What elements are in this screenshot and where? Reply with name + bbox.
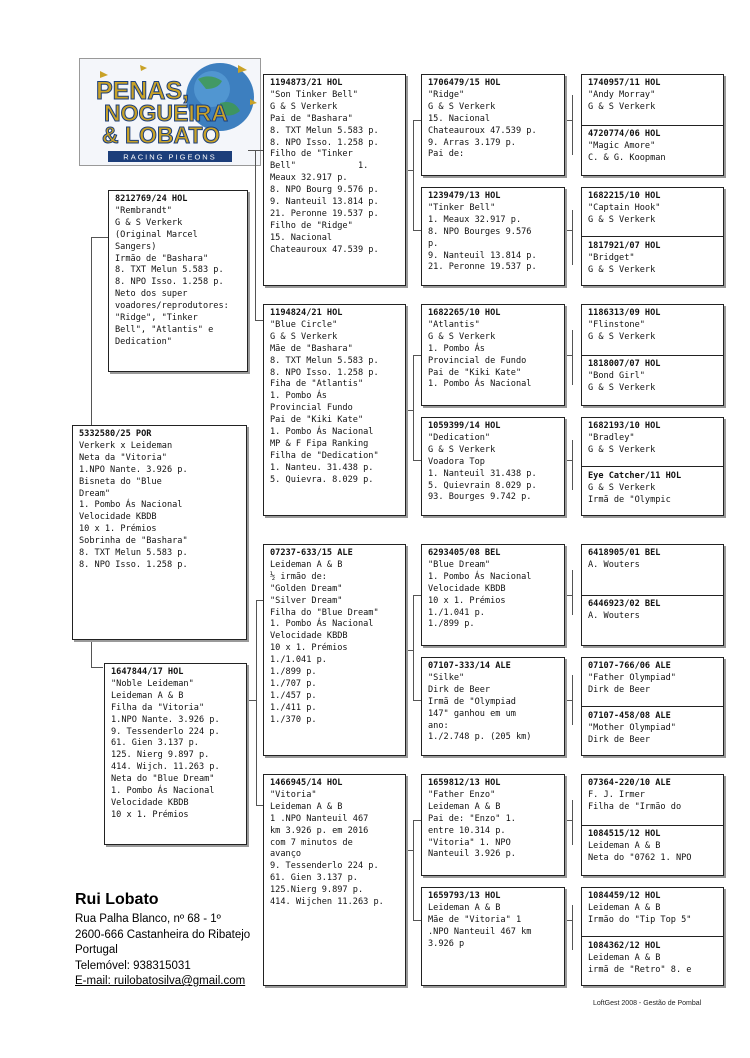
gen4-card (421, 417, 565, 516)
contact-phone: Telemóvel: 938315031 (75, 959, 191, 972)
subject-line: 8. TXT Melun 5.583 p. (79, 548, 188, 559)
card-line: 9. Nanteuil 13.814 p. (270, 197, 379, 208)
card-line: Pai de: "Enzo" 1. (428, 813, 516, 824)
connector (572, 330, 573, 385)
card-divider (582, 236, 723, 237)
contact-name: Rui Lobato (75, 891, 159, 908)
card-line: "Silke" (428, 672, 465, 683)
card-line: 1./2.748 p. (205 km) (428, 732, 532, 743)
card-line: 1. Pombo Ás Nacional (428, 571, 532, 582)
card-line: Chateauroux 47.539 p. (428, 125, 537, 136)
connector (565, 700, 572, 701)
card-line: 1./370 p. (270, 714, 317, 725)
card-line: G & S Verkerk (588, 331, 656, 342)
connector (256, 600, 263, 601)
card-ring: 6446923/02 BEL (588, 598, 661, 609)
dam-line: "Noble Leideman" (111, 678, 194, 689)
card-line: 1. Meaux 32.917 p. (428, 214, 522, 225)
card-line: Meaux 32.917 p. (270, 173, 348, 184)
card-line: 9. Nanteuil 13.814 p. (428, 250, 537, 261)
card-line: 414. Wijchen 11.263 p. (270, 897, 384, 908)
sire-line: G & S Verkerk (115, 217, 183, 228)
subject-line: Bisneta do "Blue (79, 476, 162, 487)
card-line: G & S Verkerk (428, 331, 496, 342)
card-line: 1. Pombo Ás Nacional (270, 619, 374, 630)
card-ring: 1706479/15 HOL (428, 78, 501, 88)
card-line: 1. Pombo Ás (428, 343, 485, 354)
card-line: Leideman A & B (588, 840, 661, 851)
card-line: "Magic Amore" (588, 140, 656, 151)
sire-line: Irmão de "Bashara" (115, 253, 209, 264)
card-line: 1 .NPO Nanteuil 467 (270, 813, 369, 824)
sire-line: 8. NPO Isso. 1.258 p. (115, 277, 224, 288)
footer-credit: LoftGest 2008 - Gestão de Pombal (593, 1000, 702, 1007)
card-ring: 6293405/08 BEL (428, 548, 501, 558)
logo-line-1: PENAS, (96, 77, 190, 105)
breeder-logo (79, 58, 261, 166)
card-line: C. & G. Koopman (588, 152, 666, 163)
dam-line: Neta do "Blue Dream" (111, 774, 215, 785)
card-line: 1. Pombo Ás (270, 391, 327, 402)
card-ring: 07107-333/14 ALE (428, 661, 511, 671)
card-line: "Bradley" (588, 432, 635, 443)
card-ring: 1682193/10 HOL (588, 421, 661, 431)
logo-line-3: & LOBATO (102, 122, 220, 148)
card-line: Filho de "Tinker (270, 149, 353, 160)
card-line: 1./411 p. (270, 702, 317, 713)
connector (565, 920, 572, 921)
connector (247, 700, 256, 701)
card-line: ½ irmão de: (270, 571, 327, 582)
card-line: 8. TXT Melun 5.583 p. (270, 355, 379, 366)
subject-line: 10 x 1. Prémios (79, 524, 157, 535)
card-line: "Blue Circle" (270, 319, 338, 330)
card-ring: 07107-766/06 ALE (588, 661, 671, 671)
sire-line: Bell", "Atlantis" e (115, 324, 214, 335)
card-ring: 6418905/01 BEL (588, 548, 661, 558)
connector (413, 595, 414, 700)
card-ring: 1817921/07 HOL (588, 240, 661, 251)
card-line: Chateauroux 47.539 p. (270, 244, 379, 255)
gen4-card (421, 887, 565, 986)
sire-line: Dedication" (115, 336, 172, 347)
granddam-maternal-card (263, 774, 406, 986)
card-line: 15. Nacional (428, 113, 491, 124)
sire-line: "Rembrandt" (115, 205, 172, 216)
subject-line: Dream" (79, 488, 111, 499)
card-line: Pai de: (428, 149, 465, 160)
dam-line: Leideman A & B (111, 690, 184, 701)
card-line: Leideman A & B (588, 952, 661, 963)
card-ring: 1818007/07 HOL (588, 358, 661, 369)
card-ring: 1194824/21 HOL (270, 308, 343, 318)
connector (572, 675, 573, 725)
card-divider (582, 706, 723, 707)
card-line: 1. Pombo Ás Nacional (428, 379, 532, 390)
card-line: 93. Bourges 9.742 p. (428, 492, 532, 503)
card-line: 8. NPO Bourg 9.576 p. (270, 185, 379, 196)
card-ring: 07107-458/08 ALE (588, 710, 671, 721)
card-line: "Ridge" (428, 89, 465, 100)
gen4-card (421, 74, 565, 176)
card-line: Velocidade KBDB (270, 631, 348, 642)
card-line: 1. Pombo Ás Nacional (270, 427, 374, 438)
card-line: Fiha de "Atlantis" (270, 379, 364, 390)
connector (565, 120, 572, 121)
logo-tagline: RACING PIGEONS (123, 152, 217, 162)
card-ring: 07364-220/10 ALE (588, 778, 671, 788)
card-line: Mãe de "Bashara" (270, 343, 353, 354)
connector (572, 95, 573, 155)
granddam-paternal-card (263, 304, 406, 516)
connector (565, 460, 572, 461)
sire-card (108, 190, 248, 372)
card-line: "Blue Dream" (428, 559, 491, 570)
subject-ring: 5332580/25 POR (79, 429, 152, 439)
connector (413, 700, 421, 701)
card-line: "Golden Dream" (270, 583, 343, 594)
card-line: Mãe de "Vitoria" 1 (428, 914, 522, 925)
connector (413, 120, 414, 230)
connector (565, 820, 572, 821)
connector (572, 440, 573, 490)
dam-line: 125. Nierg 9.897 p. (111, 750, 210, 761)
card-line: 1./707 p. (270, 678, 317, 689)
sire-line: Neto dos super (115, 289, 188, 300)
card-line: 9. Arras 3.179 p. (428, 137, 516, 148)
card-line: Pai de "Kiki Kate" (270, 415, 364, 426)
card-ring: 1084362/12 HOL (588, 940, 661, 951)
card-line: Velocidade KBDB (428, 583, 506, 594)
connector (413, 820, 421, 821)
card-line: Dirk de Beer (588, 734, 651, 745)
card-line: km 3.926 p. em 2016 (270, 825, 369, 836)
card-line: 1./1.041 p. (270, 655, 327, 666)
sire-ring: 8212769/24 HOL (115, 194, 188, 204)
card-line: "Bridget" (588, 252, 635, 263)
card-line: p. (428, 238, 439, 249)
connector (413, 595, 421, 596)
gen4-card (421, 657, 565, 756)
card-line: G & S Verkerk (588, 444, 656, 455)
card-line: Leideman A & B (428, 801, 501, 812)
connector (572, 210, 573, 265)
subject-line: Velocidade KBDB (79, 512, 157, 523)
connector (256, 805, 263, 806)
subject-line: 8. NPO Isso. 1.258 p. (79, 559, 188, 570)
connector (413, 820, 414, 920)
card-line: 10 x 1. Prémios (428, 595, 506, 606)
card-line: A. Wouters (588, 559, 640, 570)
card-line: "Atlantis" (428, 319, 480, 330)
card-divider (582, 825, 723, 826)
card-ring: 1059399/14 HOL (428, 421, 501, 431)
card-line: "Captain Hook" (588, 202, 661, 213)
dam-line: Filha da "Vitoria" (111, 702, 205, 713)
connector (565, 355, 572, 356)
card-line: 21. Peronne 19.537 p. (270, 208, 379, 219)
sire-line: Sangers) (115, 241, 157, 252)
logo-graphic (80, 59, 260, 165)
gen5-pair-card (581, 417, 724, 516)
card-line: Voadora Top (428, 456, 485, 467)
card-line: 3.926 p (428, 938, 465, 949)
card-line: 21. Peronne 19.537 p. (428, 262, 537, 273)
sire-line: voadores/reprodutores: (115, 301, 229, 312)
card-line: G & S Verkerk (270, 101, 338, 112)
card-line: Leideman A & B (270, 801, 343, 812)
contact-email-link[interactable]: E-mail: ruilobatosilva@gmail.com (75, 975, 246, 987)
contact-country: Portugal (75, 944, 118, 956)
connector (91, 667, 103, 668)
card-line: 10 x 1. Prémios (270, 643, 348, 654)
card-line: "Son Tinker Bell" (270, 89, 358, 100)
card-line: "Andy Morray" (588, 89, 656, 100)
connector (413, 920, 421, 921)
sire-line: "Ridge", "Tinker (115, 313, 198, 324)
card-line: Provincial de Fundo (428, 355, 527, 366)
connector (91, 237, 108, 238)
card-line: "Vitoria" 1. NPO (428, 837, 511, 848)
card-line: 5. Quievrain 8.029 p. (428, 480, 537, 491)
card-ring: 1084515/12 HOL (588, 828, 661, 839)
card-line: Leideman A & B (428, 902, 501, 913)
subject-line: 1.NPO Nante. 3.926 p. (79, 464, 188, 475)
sire-line: (Original Marcel (115, 229, 198, 240)
card-divider (582, 595, 723, 596)
dam-line: Velocidade KBDB (111, 797, 189, 808)
card-line: G & S Verkerk (428, 444, 496, 455)
connector (406, 170, 413, 171)
card-line: Filha de "Dedication" (270, 450, 379, 461)
dam-line: 1. Pombo Ás Nacional (111, 786, 215, 797)
gen5-pair-card (581, 887, 724, 986)
gen5-pair-card (581, 304, 724, 406)
card-line: 1./899 p. (270, 667, 317, 678)
card-line: G & S Verkerk (428, 101, 496, 112)
card-line: G & S Verkerk (588, 264, 656, 275)
card-line: Dirk de Beer (428, 684, 491, 695)
connector (256, 600, 257, 805)
card-line: Pai de "Bashara" (270, 113, 353, 124)
card-ring: 1682215/10 HOL (588, 191, 661, 201)
card-line: 1./457 p. (270, 690, 317, 701)
card-line: 125.Nierg 9.897 p. (270, 885, 364, 896)
card-ring: 1659812/13 HOL (428, 778, 501, 788)
card-line: MP & F Fipa Ranking (270, 438, 369, 449)
card-divider (582, 466, 723, 467)
card-line: G & S Verkerk (588, 382, 656, 393)
card-line: 147" ganhou em um (428, 708, 516, 719)
connector (413, 460, 421, 461)
dam-ring: 1647844/17 HOL (111, 667, 184, 677)
card-ring: 1682265/10 HOL (428, 308, 501, 318)
gen5-pair-card (581, 74, 724, 176)
dam-line: 61. Gien 3.137 p. (111, 738, 199, 749)
card-line: irmã de "Retro" 8. e (588, 964, 692, 975)
card-line: Irmã de "Olympiad (428, 696, 516, 707)
gen4-card (421, 544, 565, 646)
card-ring: Eye Catcher/11 HOL (588, 470, 682, 481)
card-line: Provincial Fundo (270, 403, 353, 414)
connector (413, 355, 421, 356)
card-divider (582, 125, 723, 126)
connector (565, 230, 572, 231)
connector (572, 800, 573, 845)
subject-line: Verkerk x Leideman (79, 440, 173, 451)
card-ring: 1740957/11 HOL (588, 78, 661, 88)
card-line: "Father Enzo" (428, 789, 496, 800)
card-line: G & S Verkerk (588, 214, 656, 225)
card-line: 1. Nanteu. 31.438 p. (270, 462, 374, 473)
card-line: 8. NPO Isso. 1.258 p. (270, 137, 379, 148)
dam-line: 10 x 1. Prémios (111, 809, 189, 820)
connector (413, 230, 421, 231)
dam-card (104, 663, 247, 845)
card-line: Bell" 1. (270, 161, 369, 172)
card-line: entre 10.314 p. (428, 825, 506, 836)
card-ring: 1466945/14 HOL (270, 778, 343, 788)
card-line: Dirk de Beer (588, 684, 651, 695)
card-line: 61. Gien 3.137 p. (270, 873, 358, 884)
card-line: "Vitoria" (270, 789, 317, 800)
card-line: 1./899 p. (428, 619, 475, 630)
gen4-card (421, 187, 565, 286)
card-line: "Flinstone" (588, 319, 645, 330)
card-line: 15. Nacional (270, 232, 333, 243)
card-line: .NPO Nanteuil 467 km (428, 926, 532, 937)
sire-line: 8. TXT Melun 5.583 p. (115, 265, 224, 276)
connector (572, 905, 573, 950)
card-line: "Tinker Bell" (428, 202, 496, 213)
card-line: "Dedication" (428, 432, 491, 443)
grandsire-paternal-card (263, 74, 406, 286)
gen4-card (421, 304, 565, 406)
card-ring: 07237-633/15 ALE (270, 548, 353, 558)
card-ring: 1239479/13 HOL (428, 191, 501, 201)
card-ring: 1186313/09 HOL (588, 308, 661, 318)
card-line: "Mother Olympiad" (588, 722, 676, 733)
connector (406, 650, 413, 651)
dam-line: 414. Wijch. 11.263 p. (111, 762, 220, 773)
card-divider (582, 936, 723, 937)
card-line: Leideman A & B (588, 902, 661, 913)
card-line: G & S Verkerk (270, 331, 338, 342)
card-line: 9. Tessenderlo 224 p. (270, 861, 379, 872)
card-line: avanço (270, 849, 302, 860)
gen5-pair-card (581, 774, 724, 876)
card-line: "Silver Dream" (270, 595, 343, 606)
connector (565, 595, 572, 596)
connector (255, 320, 263, 321)
card-ring: 1659793/13 HOL (428, 891, 501, 901)
card-line: "Father Olympiad" (588, 672, 676, 683)
subject-card (72, 425, 247, 640)
subject-line: Neta da "Vitoria" (79, 452, 167, 463)
gen4-card (421, 774, 565, 876)
card-line: 8. TXT Melun 5.583 p. (270, 125, 379, 136)
dam-line: 1.NPO Nante. 3.926 p. (111, 714, 220, 725)
card-line: Leideman A & B (270, 559, 343, 570)
logo-line-2: NOGUEIRA (104, 100, 228, 126)
card-line: G & S Verkerk (588, 101, 656, 112)
gen5-pair-card (581, 544, 724, 646)
gen5-pair-card (581, 187, 724, 286)
card-line: A. Wouters (588, 610, 640, 621)
contact-block (75, 891, 250, 990)
card-line: com 7 minutos de (270, 837, 353, 848)
gen5-pair-card (581, 657, 724, 756)
connector (406, 410, 413, 411)
subject-line: Sobrinha de "Bashara" (79, 536, 188, 547)
connector (248, 150, 263, 151)
card-line: Neta do "0762 1. NPO (588, 852, 692, 863)
card-line: 1./1.041 p. (428, 607, 485, 618)
card-line: F. J. Irmer (588, 789, 645, 800)
card-line: 8. NPO Isso. 1.258 p. (270, 367, 379, 378)
grandsire-maternal-card (263, 544, 406, 756)
connector (255, 150, 256, 320)
dam-line: 9. Tessenderlo 224 p. (111, 726, 220, 737)
connector (406, 850, 413, 851)
card-line: G & S Verkerk (588, 482, 656, 493)
card-line: Filha do "Blue Dream" (270, 607, 379, 618)
connector (572, 570, 573, 615)
card-line: Irmã de "Olympic (588, 494, 671, 505)
card-line: ano: (428, 720, 449, 731)
card-line: 1. Nanteuil 31.438 p. (428, 468, 537, 479)
card-line: Filho de "Ridge" (270, 220, 353, 231)
connector (413, 355, 414, 460)
card-ring: 1194873/21 HOL (270, 78, 343, 88)
card-line: Filha de "Irmão do (588, 801, 682, 812)
card-line: Irmão do "Tip Top 5" (588, 914, 692, 925)
card-line: "Bond Girl" (588, 370, 645, 381)
card-line: 5. Quievra. 8.029 p. (270, 474, 374, 485)
card-ring: 1084459/12 HOL (588, 891, 661, 901)
card-line: Nanteuil 3.926 p. (428, 849, 516, 860)
connector (413, 120, 421, 121)
contact-address-line-2: 2600-666 Castanheira do Ribatejo (75, 928, 251, 941)
card-divider (582, 355, 723, 356)
subject-line: 1. Pombo Ás Nacional (79, 500, 183, 511)
contact-address-line-1: Rua Palha Blanco, nº 68 - 1º (75, 913, 221, 925)
card-line: 8. NPO Bourges 9.576 (428, 226, 532, 237)
card-line: Pai de "Kiki Kate" (428, 367, 522, 378)
card-ring: 4720774/06 HOL (588, 128, 661, 139)
